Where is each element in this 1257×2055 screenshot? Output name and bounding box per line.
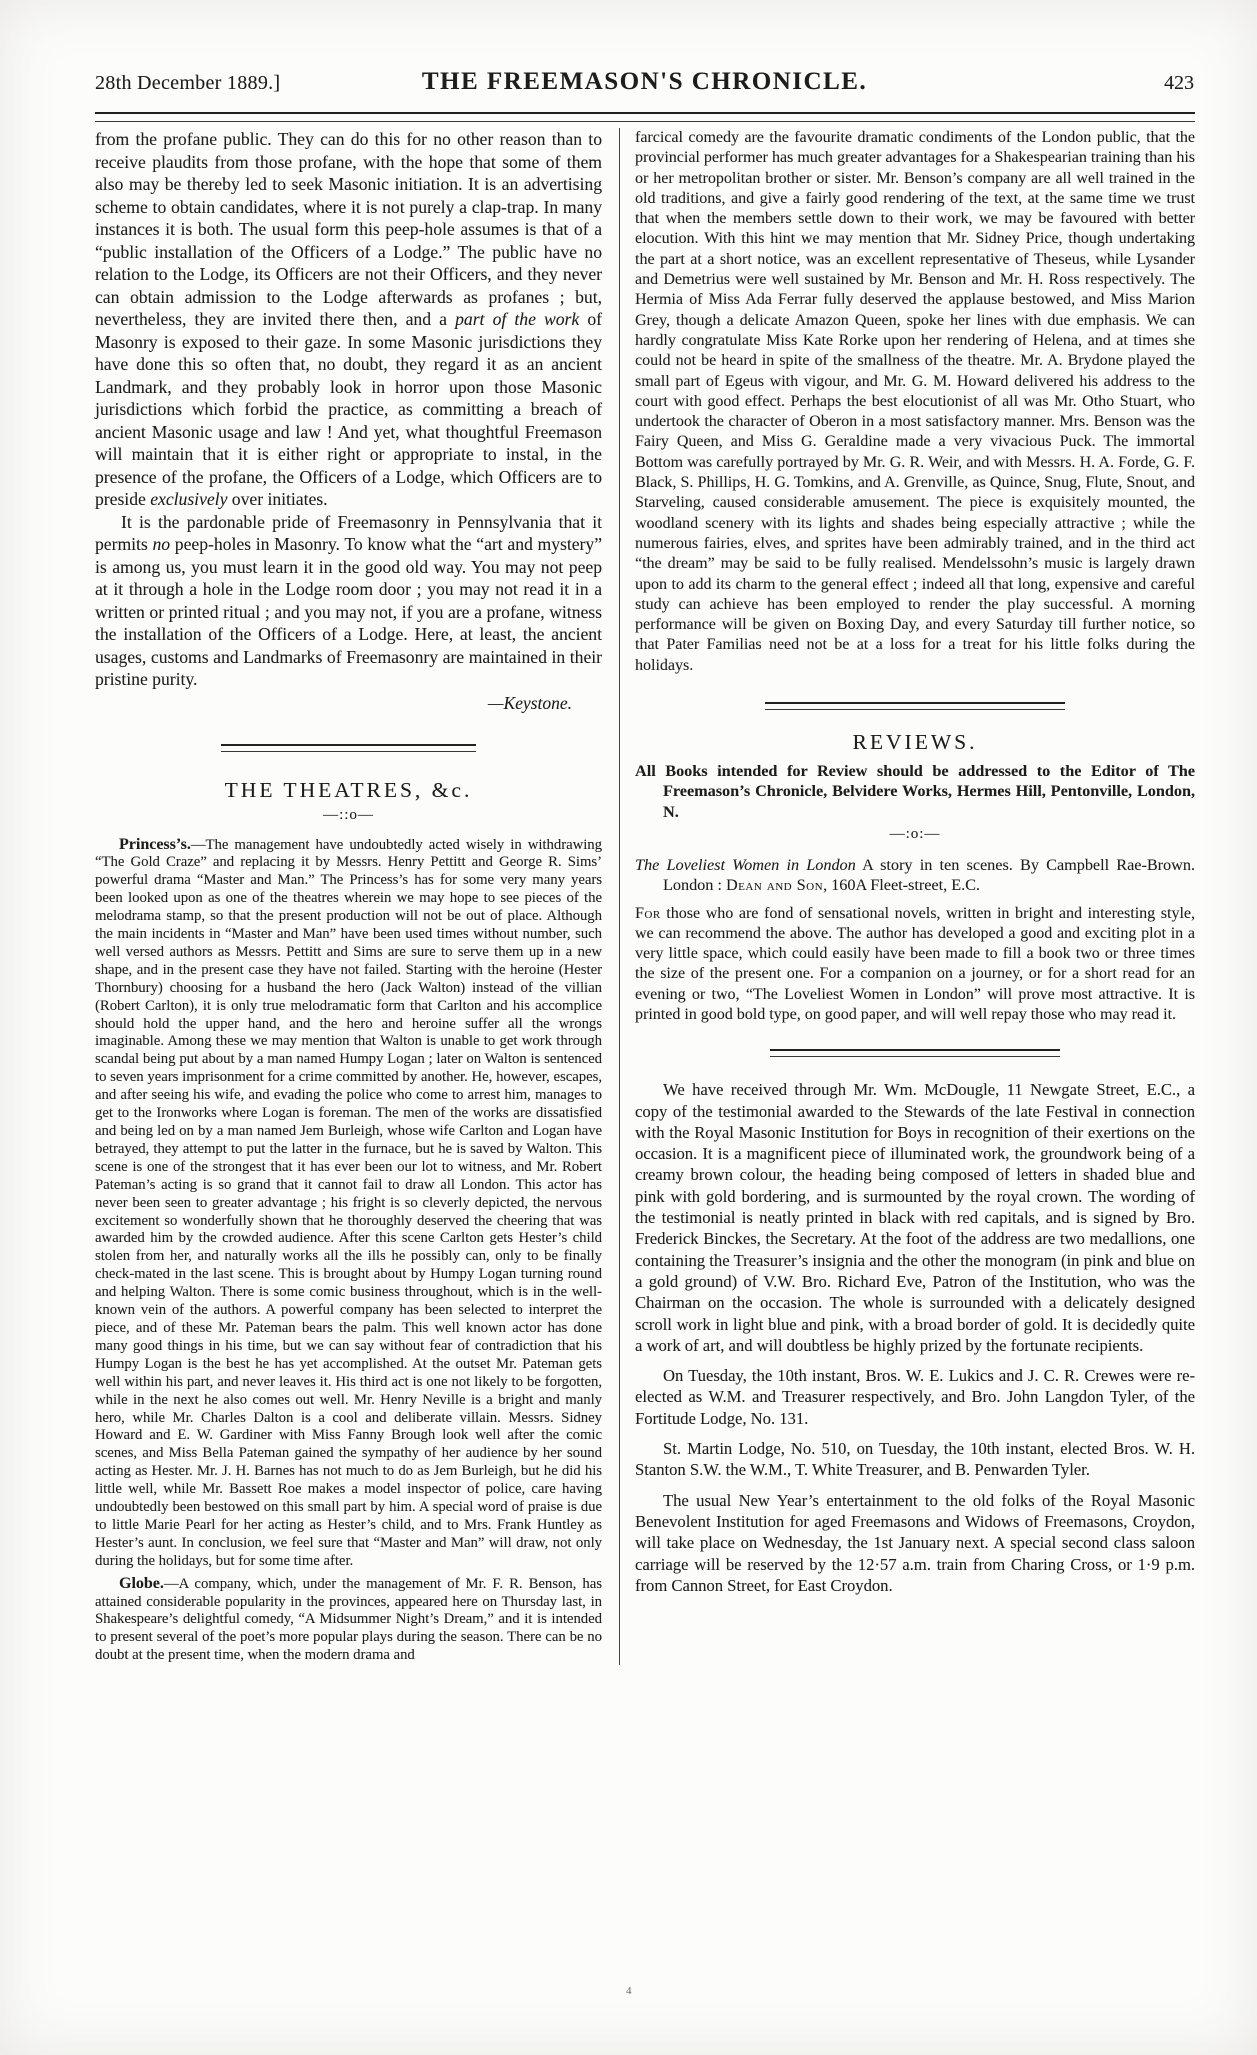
left-column [95, 128, 602, 1665]
masthead-title: THE FREEMASON'S CHRONICLE. [421, 68, 868, 95]
printer-signature-mark: 4 [626, 1985, 632, 1997]
theatres-ornament: —::o— [323, 806, 374, 823]
page-header [95, 68, 1194, 96]
book-publisher: Dean and Son [725, 876, 824, 895]
princess-review-paragraph [95, 836, 602, 1571]
theatres-heading: THE THEATRES, &c. [224, 777, 473, 802]
article-p1-text-c: over initiates. [227, 489, 328, 509]
reviews-notice: All Books intended for Review should be addressed to the Editor of The Freemason’s Chronicle, Belvidere Works, Hermes Hill, Pentonville, London, N. [635, 762, 1195, 821]
section-divider-rule [765, 702, 1065, 710]
section-divider-rule [770, 1049, 1060, 1057]
article-p1-text-b: of Masonry is exposed to their gaze. In some Masonic jurisdictions they have done this so often that, no doubt, they regard it as an ancient Landmark, and they probably look in horror upon those Masonic jurisdictions which forbid the practice, as committing a breach of ancient Masonic usage and law ! And yet, what thoughtful Freemason will maintain that it is either right or appropriate to instal, in the presence of the profane, the Officers of a Lodge, which Officers are to preside [95, 309, 602, 509]
news-note-new-year-entertainment: The usual New Year’s entertainment to the old folks of the Royal Masonic Benevolent Institution for aged Freemasons and Widows of Freemasons, Croydon, will take place on Wednesday, the 1st January next. A special second class saloon carriage will be reserved by the 12·57 a.m. train from Charing Cross, or 1·9 p.m. from Cannon Street, for East Croydon. [635, 1490, 1195, 1595]
globe-review-continuation: farcical comedy are the favourite dramatic condiments of the London public, that the provincial performer has much greater advantages for a Shakespearian training than his or her metropolitan brother or sister. Mr. Benson’s company are all well trained in the old traditions, and give a fairly good rendering of the text, at the same time we trust that when the members settle down to their work, we may be favoured with better elocution. With this hint we may mention that Mr. Sidney Price, though undertaking the part at a short notice, was an excellent representative of Theseus, while Lysander and Demetrius were well sustained by Mr. Benson and Mr. H. Ross respectively. The Hermia of Miss Ada Ferrar fully deserved the applause bestowed, and Miss Marion Grey, though a delicate Amazon Queen, spoke her lines with due emphasis. We can hardly congratulate Miss Kate Rorke upon her rendering of Helena, and at times she could not be heard in spite of the smallness of the theatre. Mr. A. Brydone played the small part of Egeus with vigour, and Mr. G. M. Howard delivered his address to the court with good effect. Perhaps the best elocutionist of all was Mr. Otho Stuart, who undertook the character of Oberon in a most satisfactory manner. Mrs. Benson was the Fairy Queen, and Miss G. Geraldine made a very vivacious Puck. The immortal Bottom was carefully portrayed by Mr. G. R. Weir, and with Messrs. H. A. Forde, G. F. Black, S. Phillips, H. G. Tomkins, and A. Grenville, as Quince, Snug, Flute, Snout, and Starveling, caused considerable amusement. The piece is exquisitely mounted, the woodland scenery with its lights and shades being especially attractive ; while the numerous fairies, elves, and sprites have been admirably trained, and in the third act “the dream” may be said to be fully realised. Mendelssohn’s music is largely drawn upon to add its charm to the general effect ; indeed all that long, expensive and careful study can achieve has been employed to render the play successful. A morning performance will be given on Boxing Day, and every Saturday till further notice, so that Pater Familias need not be at a loss for a treat for his little folks during the holidays. [635, 129, 1195, 674]
right-column [635, 128, 1195, 1665]
article-p2-text-a: It is the pardonable pride of Freemasonry in Pennsylvania that it permits [95, 511, 602, 554]
article-p1-italic-1: part of the work [455, 309, 580, 329]
section-divider-rule [221, 744, 476, 752]
princess-text: The management have undoubtedly acted wisely in withdrawing “The Gold Craze” and replacing it by Messrs. Henry Pettitt and George R. Sims’ powerful drama “Master and Man.” The Princess’s has for some very many years been looked upon as one of the theatres wherein we may hope to see pieces of the melodrama stamp, so that the present production will not be out of place. Although the main incidents in “Master and Man” have been used times without number, such well versed authors as Messrs. Pettitt and Sims are sure to serve them up in a new shape, and in the present case they have not failed. Starting with the heroine (Hester Thornbury) choosing for a husband the hero (Jack Walton) instead of the villian (Robert Carlton), it is only true melodramatic form that Carlton and his accomplice should hold the upper hand, and the hero and heroine suffer all the wrongs imaginable. Among these we may mention that Walton is unable to get work through scandal being put about by a man named Humpy Logan ; later on Walton is sentenced to seven years imprisonment for a crime committed by another. He, however, escapes, and after seeing his wife, and evading the police who come to arrest him, manages to get to the Ironworks where Logan is foreman. The men of the works are dissatisfied and being led on by a man named Jem Burleigh, whose wife Carlton and Logan have betrayed, they attempt to put the latter in the furnace, but he is saved by Walton. This scene is one of the strongest that it has ever been our lot to witness, and Mr. Robert Pateman’s acting is so grand that it cannot fail to draw all London. This actor has never been seen to greater advantage ; his fright is so cleverly depicted, the nervous excitement so wonderfully shown that he thoroughly deserved the cheering that was awarded him by the crowded audience. After this scene Carlton gets Hester’s child stolen from her, and naturally works all the ills he possibly can, only to be finally check-mated in the last scene. This is brought about by Humpy Logan turning round and helping Walton. There is some comic business throughout, which is in the well-known vein of the authors. A powerful company has been selected to interpret the piece, and of these Mr. Pateman bears the palm. This well known actor has done many good things in his time, but we can say without fear of contradiction that his Humpy Logan is the best he has yet accomplished. At the outset Mr. Pateman gets well within his part, and never leaves it. His third act is one not likely to be forgotten, while in the next he also comes out well. Mr. Henry Neville is a bright and manly hero, while Mr. Charles Dalton is a cool and deliberate villain. Messrs. Sidney Howard and E. W. Gardiner with Miss Fanny Brough look well after the comic scenes, and Miss Bella Pateman gained the sympathy of her audience by her sound acting as Hester. Mr. J. H. Barnes has not much to do as Jem Burleigh, but he did his little well, while Mr. Bassett Roe makes a model inspector of police, care having undoubtedly been bestowed on this small part by him. A special word of praise is due to little Marie Pearl for her acting as Hester’s child, and to Mrs. Frank Huntley as Hester’s aunt. In conclusion, we feel sure that “Master and Man” will draw, not only during the holidays, but for some time after. [95, 836, 602, 1569]
book-citation-text-b: , 160A Fleet-street, E.C. [823, 876, 980, 895]
princess-dash: — [190, 836, 206, 853]
article-paragraph-1 [95, 128, 602, 511]
article-p2-italic: no [152, 534, 171, 554]
news-note-testimonial: We have received through Mr. Wm. McDougle, 11 Newgate Street, E.C., a copy of the testimonial awarded to the Stewards of the late Festival in connection with the Royal Masonic Institution for Boys in recognition of their exertions on the occasion. It is a magnificent piece of illuminated work, the groundwork being of a creamy brown colour, the heading being composed of letters in shaded blue and pink with gold bordering, and is surmounted by the royal crown. The wording of the testimonial is neatly printed in black with red capitals, and is signed by Bro. Frederick Binckes, the Secretary. At the foot of the address are two medallions, one containing the Treasurer’s insignia and the other the monogram (in pink and blue on a gold ground) of V.W. Bro. Richard Eve, Patron of the Institution, who was the Chairman on the occasion. The whole is surrounded with a delicately designed scroll work in light blue and pink, with a broad border of gold. It is decidedly quite a work of art, and will doubtless be highly prized by the fortunate recipients. [635, 1080, 1195, 1355]
header-rule [95, 112, 1195, 122]
princess-label: Princess’s. [119, 835, 191, 853]
news-note-st-martin-lodge: St. Martin Lodge, No. 510, on Tuesday, the 10th instant, elected Bros. W. H. Stanton S.W. the W.M., T. White Treasurer, and B. Penwarden Tyler. [635, 1439, 1195, 1480]
globe-text: A company, which, under the management of Mr. F. R. Benson, has attained considerable popularity in the provinces, appeared here on Thursday last, in Shakespeare’s delightful comedy, “A Midsummer Night’s Dream,” and it is intended to present several of the poet’s more popular plays during the season. There can be no doubt at the present time, when the modern drama and [95, 1575, 602, 1664]
columns [95, 128, 1195, 1665]
globe-review-paragraph [95, 1575, 602, 1666]
article-paragraph-2 [95, 511, 602, 691]
page-number: 423 [1164, 72, 1194, 94]
book-citation-text-a: A story in ten scenes. By Campbell Rae-Brown. London : [663, 855, 1195, 895]
review-lead-word: For [635, 904, 661, 922]
globe-label: Globe. [119, 1574, 164, 1592]
reviews-ornament: —:o:— [889, 825, 941, 842]
article-p1-text-a: from the profane public. They can do this for no other reason than to receive plaudits from those profane, with the hope that some of them also may be thereby led to seek Masonic initiation. It is an advertising scheme to obtain candidates, where it is not purely a clap-trap. In many instances it is both. The usual form this peep-hole assumes is that of a “public installation of the Officers of a Lodge.” The public have no relation to the Lodge, its Officers are not their Officers, and they never can obtain admission to the Lodge afterwards as profanes ; but, nevertheless, they are invited there then, and a [95, 129, 602, 329]
book-title: The Loveliest Women in London [635, 855, 856, 874]
reviews-heading: REVIEWS. [852, 730, 978, 755]
book-review-paragraph [635, 904, 1195, 1026]
book-citation [635, 855, 1195, 896]
review-text: those who are fond of sensational novels, written in bright and interesting style, we can recommend the above. The author has developed a good and exciting plot in a very little space, which could easily have been made to fill a book two or three times the size of the present one. For a companion on a journey, or for a short read for an evening or two, “The Loveliest Women in London” will prove most attractive. It is printed in good bold type, on good paper, and will well repay those who may read it. [635, 904, 1195, 1023]
article-p2-text-b: peep-holes in Masonry. To know what the “art and mystery” is among us, you must learn it in the good old way. You may not peep at it through a hole in the Lodge room door ; you may not read it in a written or printed ritual ; and you may not, if you are a profane, witness the installation of the Officers of a Lodge. Here, at least, the ancient usages, customs and Landmarks of Freemasonry are maintained in their pristine purity. [95, 534, 603, 689]
article-p1-italic-2: exclusively [150, 489, 228, 509]
news-note-fortitude-lodge: On Tuesday, the 10th instant, Bros. W. E. Lukics and J. C. R. Crewes were re-elected as W.M. and Treasurer respectively, and Bro. John Langdon Tyler, of the Fortitude Lodge, No. 131. [635, 1366, 1195, 1428]
issue-date: 28th December 1889.] [95, 72, 281, 94]
column-divider-rule [619, 128, 620, 1665]
globe-dash: — [163, 1575, 179, 1592]
article-signature: —Keystone. [487, 692, 572, 713]
